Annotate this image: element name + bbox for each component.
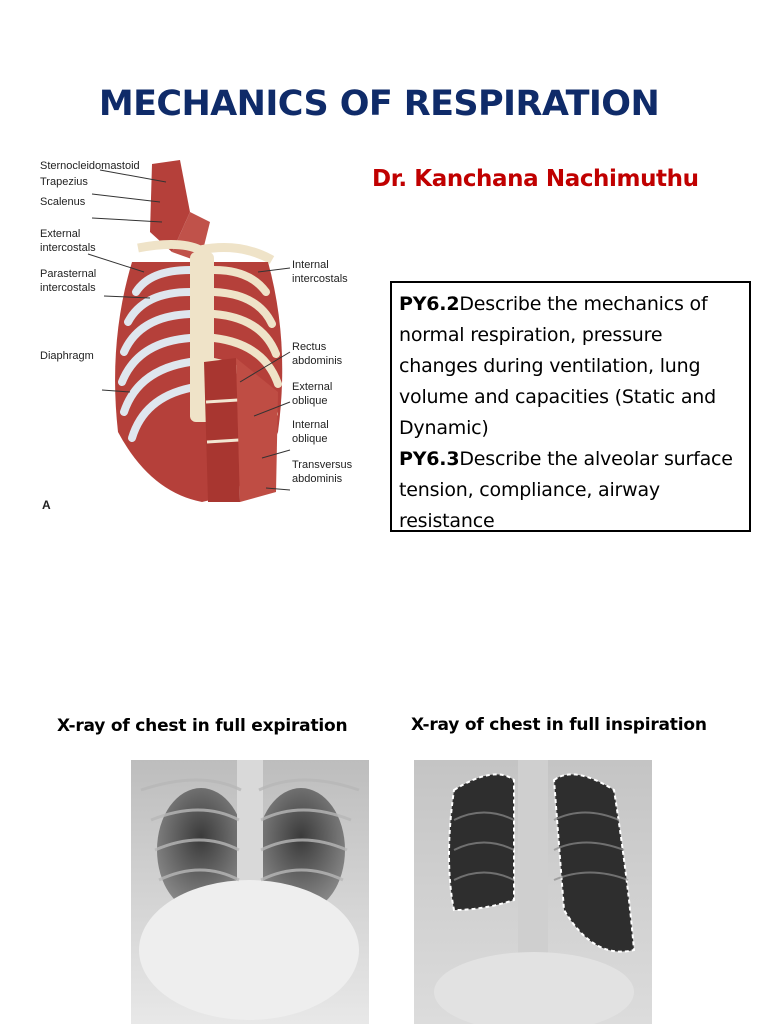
label-parasternal: Parasternal [40,268,97,280]
label-diaphragm: Diaphragm [40,350,94,362]
learning-objectives-box [390,281,751,532]
label-rectus: Rectus [292,341,327,353]
label-transversus-abdominis: abdominis [292,473,343,485]
xray-inspiration-image [414,760,652,1024]
label-external-intercostals: intercostals [40,242,96,254]
objective-text: Describe the alveolar surface tension, compliance, airway resistance [399,448,733,532]
objective-text: Describe the mechanics of normal respiration, pressure changes during ventilation, lung volume and capacities (Static and Dynamic) [399,293,717,439]
objective-code: PY6.3 [399,448,460,470]
label-parasternal-intercostals: intercostals [40,282,96,294]
label-rectus-abdominis: abdominis [292,355,343,367]
label-internal: Internal [292,259,329,271]
label-external-2: External [292,381,333,393]
label-scalenus: Scalenus [40,196,86,208]
label-internal-2: Internal [292,419,329,431]
label-internal-intercostals: intercostals [292,273,348,285]
respiratory-muscles-figure [40,152,360,522]
label-external-oblique: oblique [292,395,328,407]
label-transversus: Transversus [292,459,353,471]
label-sternocleidomastoid: Sternocleidomastoid [40,160,140,172]
label-internal-oblique: oblique [292,433,328,445]
objective-code: PY6.2 [399,293,460,315]
objective-item [399,289,741,444]
xray-expiration-caption: X-ray of chest in full expiration [57,716,348,736]
label-external: External [40,228,81,240]
author-name: Dr. Kanchana Nachimuthu [372,166,699,192]
slide-title: MECHANICS OF RESPIRATION [98,84,660,124]
xray-inspiration-caption: X-ray of chest in full inspiration [411,715,707,735]
label-trapezius: Trapezius [40,176,88,188]
figure-panel-letter: A [42,498,51,512]
objective-item [399,444,741,537]
xray-expiration-image [131,760,369,1024]
